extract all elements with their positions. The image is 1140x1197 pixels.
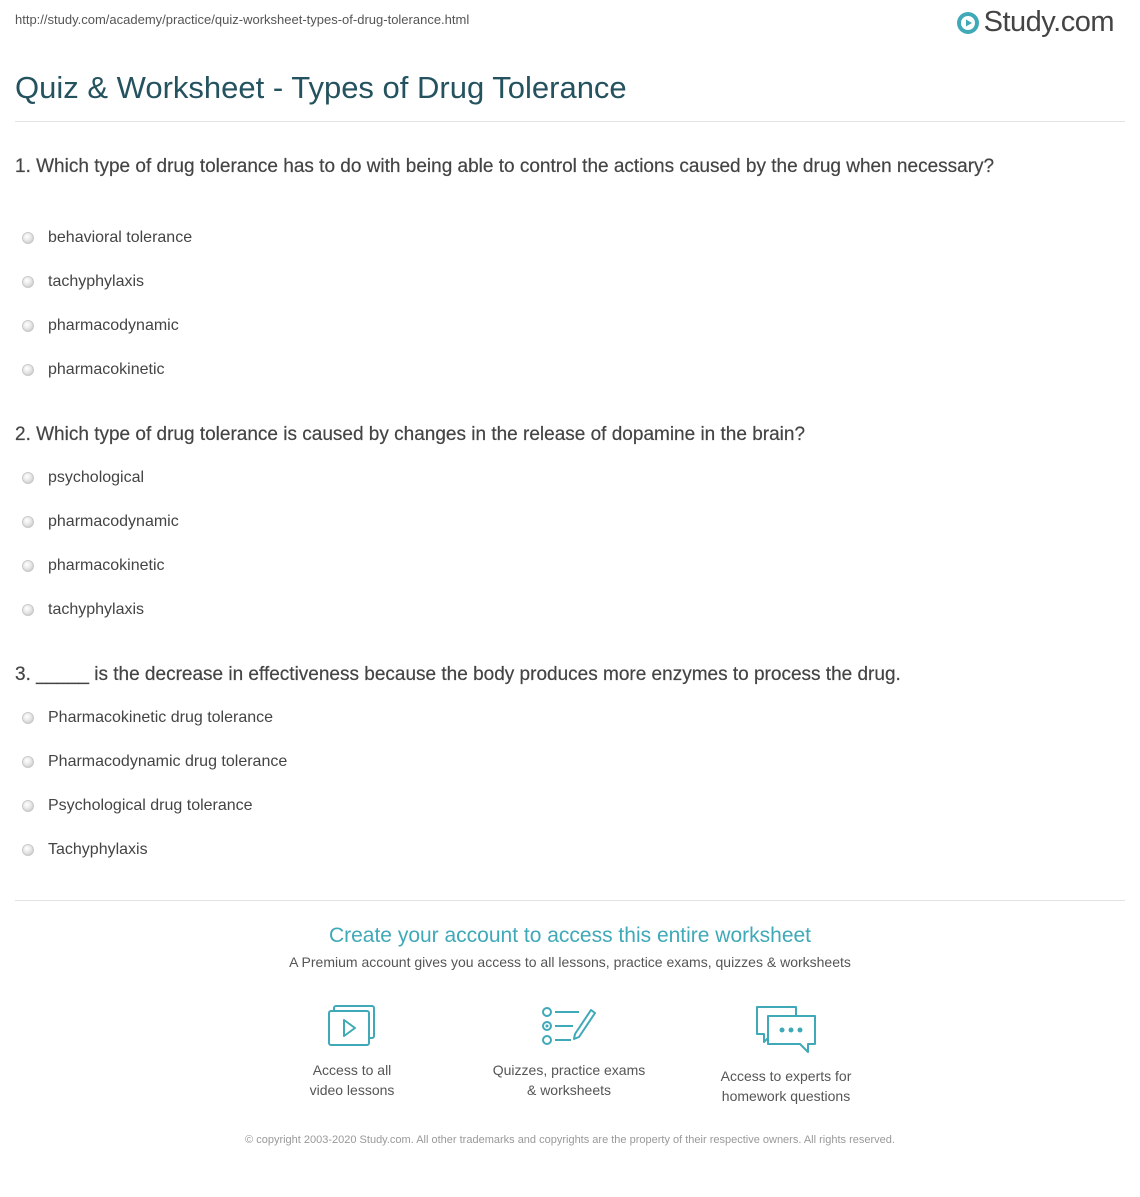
feature-label: Access to all video lessons (309, 1062, 395, 1098)
radio-button[interactable] (22, 560, 34, 572)
feature-label: Quizzes, practice exams & worksheets (492, 1062, 646, 1098)
option-label: pharmacodynamic (48, 317, 179, 334)
q1-option-2[interactable] (22, 270, 144, 294)
radio-button[interactable] (22, 712, 34, 724)
q1-option-1[interactable] (22, 226, 192, 250)
study-logo[interactable] (956, 6, 1114, 39)
option-label: tachyphylaxis (48, 273, 145, 290)
radio-button[interactable] (22, 320, 34, 332)
option-label: psychological (48, 469, 145, 486)
option-label: Pharmacodynamic drug tolerance (48, 753, 288, 770)
q3-option-3[interactable] (22, 794, 253, 818)
q1-option-4[interactable] (22, 358, 165, 382)
q2-option-3[interactable] (22, 554, 165, 578)
radio-button[interactable] (22, 756, 34, 768)
question-2: 2. Which type of drug tolerance is caused by changes in the release of dopamine in the brain? (15, 424, 806, 445)
option-label: tachyphylaxis (48, 601, 145, 618)
radio-button[interactable] (22, 472, 34, 484)
feature-experts (686, 1004, 886, 1106)
radio-button[interactable] (22, 844, 34, 856)
option-label: pharmacokinetic (48, 361, 165, 378)
option-label: pharmacokinetic (48, 557, 165, 574)
q3-option-2[interactable] (22, 750, 287, 774)
quiz-checklist-icon (541, 1004, 597, 1048)
option-label: Pharmacokinetic drug tolerance (48, 709, 274, 726)
q3-option-4[interactable] (22, 838, 148, 862)
option-label: pharmacodynamic (48, 513, 179, 530)
radio-button[interactable] (22, 604, 34, 616)
option-label: Tachyphylaxis (48, 841, 148, 858)
question-3: 3. _____ is the decrease in effectiveness because the body produces more enzymes to process the drug. (15, 664, 901, 685)
play-circle-icon (956, 11, 980, 35)
q2-option-4[interactable] (22, 598, 144, 622)
option-label: Psychological drug tolerance (48, 797, 253, 814)
video-lessons-icon (326, 1004, 378, 1048)
q3-option-1[interactable] (22, 706, 273, 730)
chat-experts-icon (754, 1004, 818, 1054)
radio-button[interactable] (22, 276, 34, 288)
feature-video-lessons (252, 1004, 452, 1100)
feature-quizzes (469, 1004, 669, 1100)
copyright-notice: © copyright 2003-2020 Study.com. All other trademarks and copyrights are the property of their respective owners. All rights reserved. (245, 1134, 895, 1146)
radio-button[interactable] (22, 800, 34, 812)
radio-button[interactable] (22, 516, 34, 528)
premium-description: A Premium account gives you access to all lessons, practice exams, quizzes & worksheets (289, 954, 851, 970)
q2-option-2[interactable] (22, 510, 179, 534)
option-label: behavioral tolerance (48, 229, 193, 246)
page-title: Quiz & Worksheet - Types of Drug Tolerance (15, 70, 627, 105)
radio-button[interactable] (22, 232, 34, 244)
radio-button[interactable] (22, 364, 34, 376)
page-url: http://study.com/academy/practice/quiz-worksheet-types-of-drug-tolerance.html (15, 12, 470, 27)
question-1: 1. Which type of drug tolerance has to do with being able to control the actions caused by the drug when necessary? (15, 156, 995, 177)
q2-option-1[interactable] (22, 466, 144, 490)
divider (15, 121, 1125, 122)
feature-label: Access to experts for homework questions (720, 1068, 852, 1104)
divider (15, 900, 1125, 901)
q1-option-3[interactable] (22, 314, 179, 338)
logo-text: Study.com (983, 6, 1114, 38)
create-account-link[interactable]: Create your account to access this entire worksheet (328, 924, 812, 947)
